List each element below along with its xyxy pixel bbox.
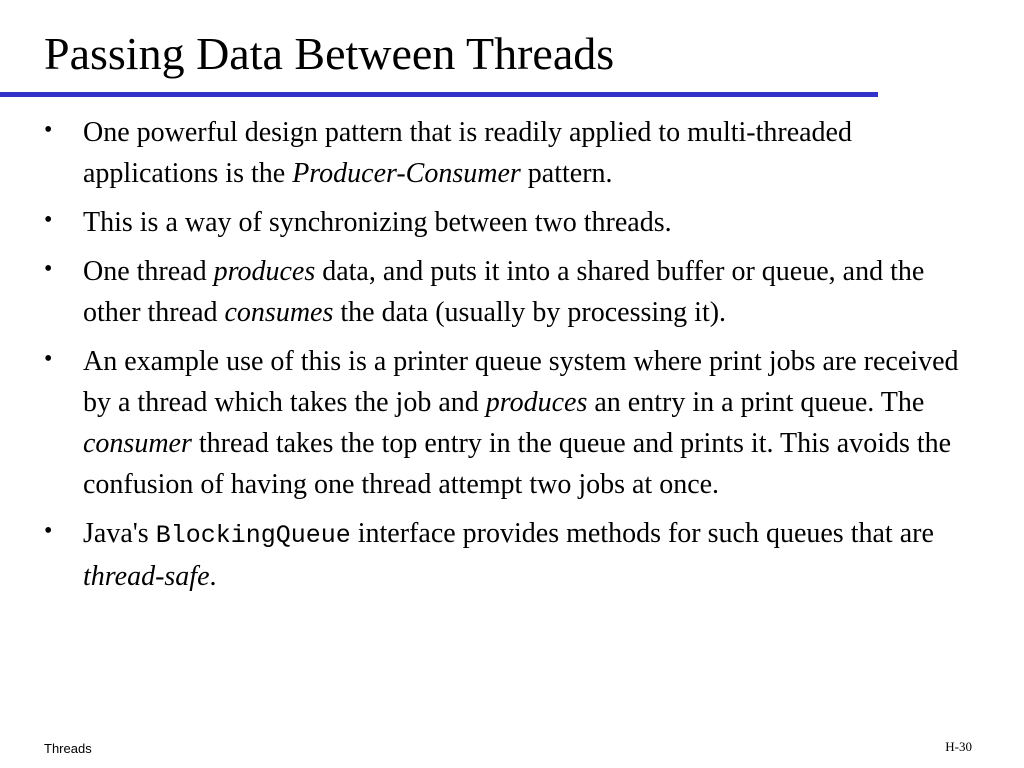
bullet-item: [44, 112, 974, 194]
bullet-text: [83, 117, 852, 189]
text-run: One powerful design pattern that is readily applied to multi-threaded applications is the: [83, 117, 852, 189]
bullet-item: [44, 202, 974, 243]
emphasized-term: consumes: [224, 297, 334, 328]
bullet-item: [44, 341, 974, 505]
text-run: This is a way of synchronizing between two threads.: [83, 207, 672, 238]
bullet-text: [83, 346, 959, 500]
text-run: interface provides methods for such queues that are: [350, 518, 934, 549]
bullet-text: [83, 207, 672, 238]
text-run: .: [209, 561, 217, 592]
bullet-marker: •: [44, 117, 53, 143]
text-run: An example use of this is a printer queue system where print jobs are received by a thread which takes the job and: [83, 346, 959, 418]
bullet-list: [44, 112, 974, 605]
emphasized-term: Producer-Consumer: [292, 158, 521, 189]
code-term: BlockingQueue: [155, 521, 351, 550]
text-run: the data (usually by processing it).: [333, 297, 727, 328]
bullet-item: [44, 251, 974, 333]
bullet-item: [44, 513, 974, 597]
emphasized-term: produces: [213, 256, 316, 287]
text-run: Java's: [83, 518, 156, 549]
emphasized-term: thread-safe: [83, 561, 210, 592]
slide-title: Passing Data Between Threads: [44, 28, 615, 79]
title-underline-rule: [0, 92, 878, 97]
bullet-marker: •: [44, 207, 53, 233]
text-run: pattern.: [520, 158, 613, 189]
bullet-text: [83, 518, 934, 592]
bullet-text: [83, 256, 924, 328]
footer-section-label: Threads: [44, 741, 92, 756]
emphasized-term: produces: [485, 387, 588, 418]
bullet-marker: •: [44, 256, 53, 282]
emphasized-term: consumer: [83, 428, 192, 459]
footer-page-number: H-30: [945, 739, 972, 754]
text-run: One thread: [83, 256, 214, 287]
bullet-marker: •: [44, 518, 53, 544]
text-run: thread takes the top entry in the queue and prints it. This avoids the confusion of having one thread attempt two jobs at once.: [83, 428, 952, 500]
bullet-marker: •: [44, 346, 53, 372]
text-run: an entry in a print queue. The: [587, 387, 925, 418]
text-run: data, and puts it into a shared buffer or queue, and the other thread: [83, 256, 925, 328]
